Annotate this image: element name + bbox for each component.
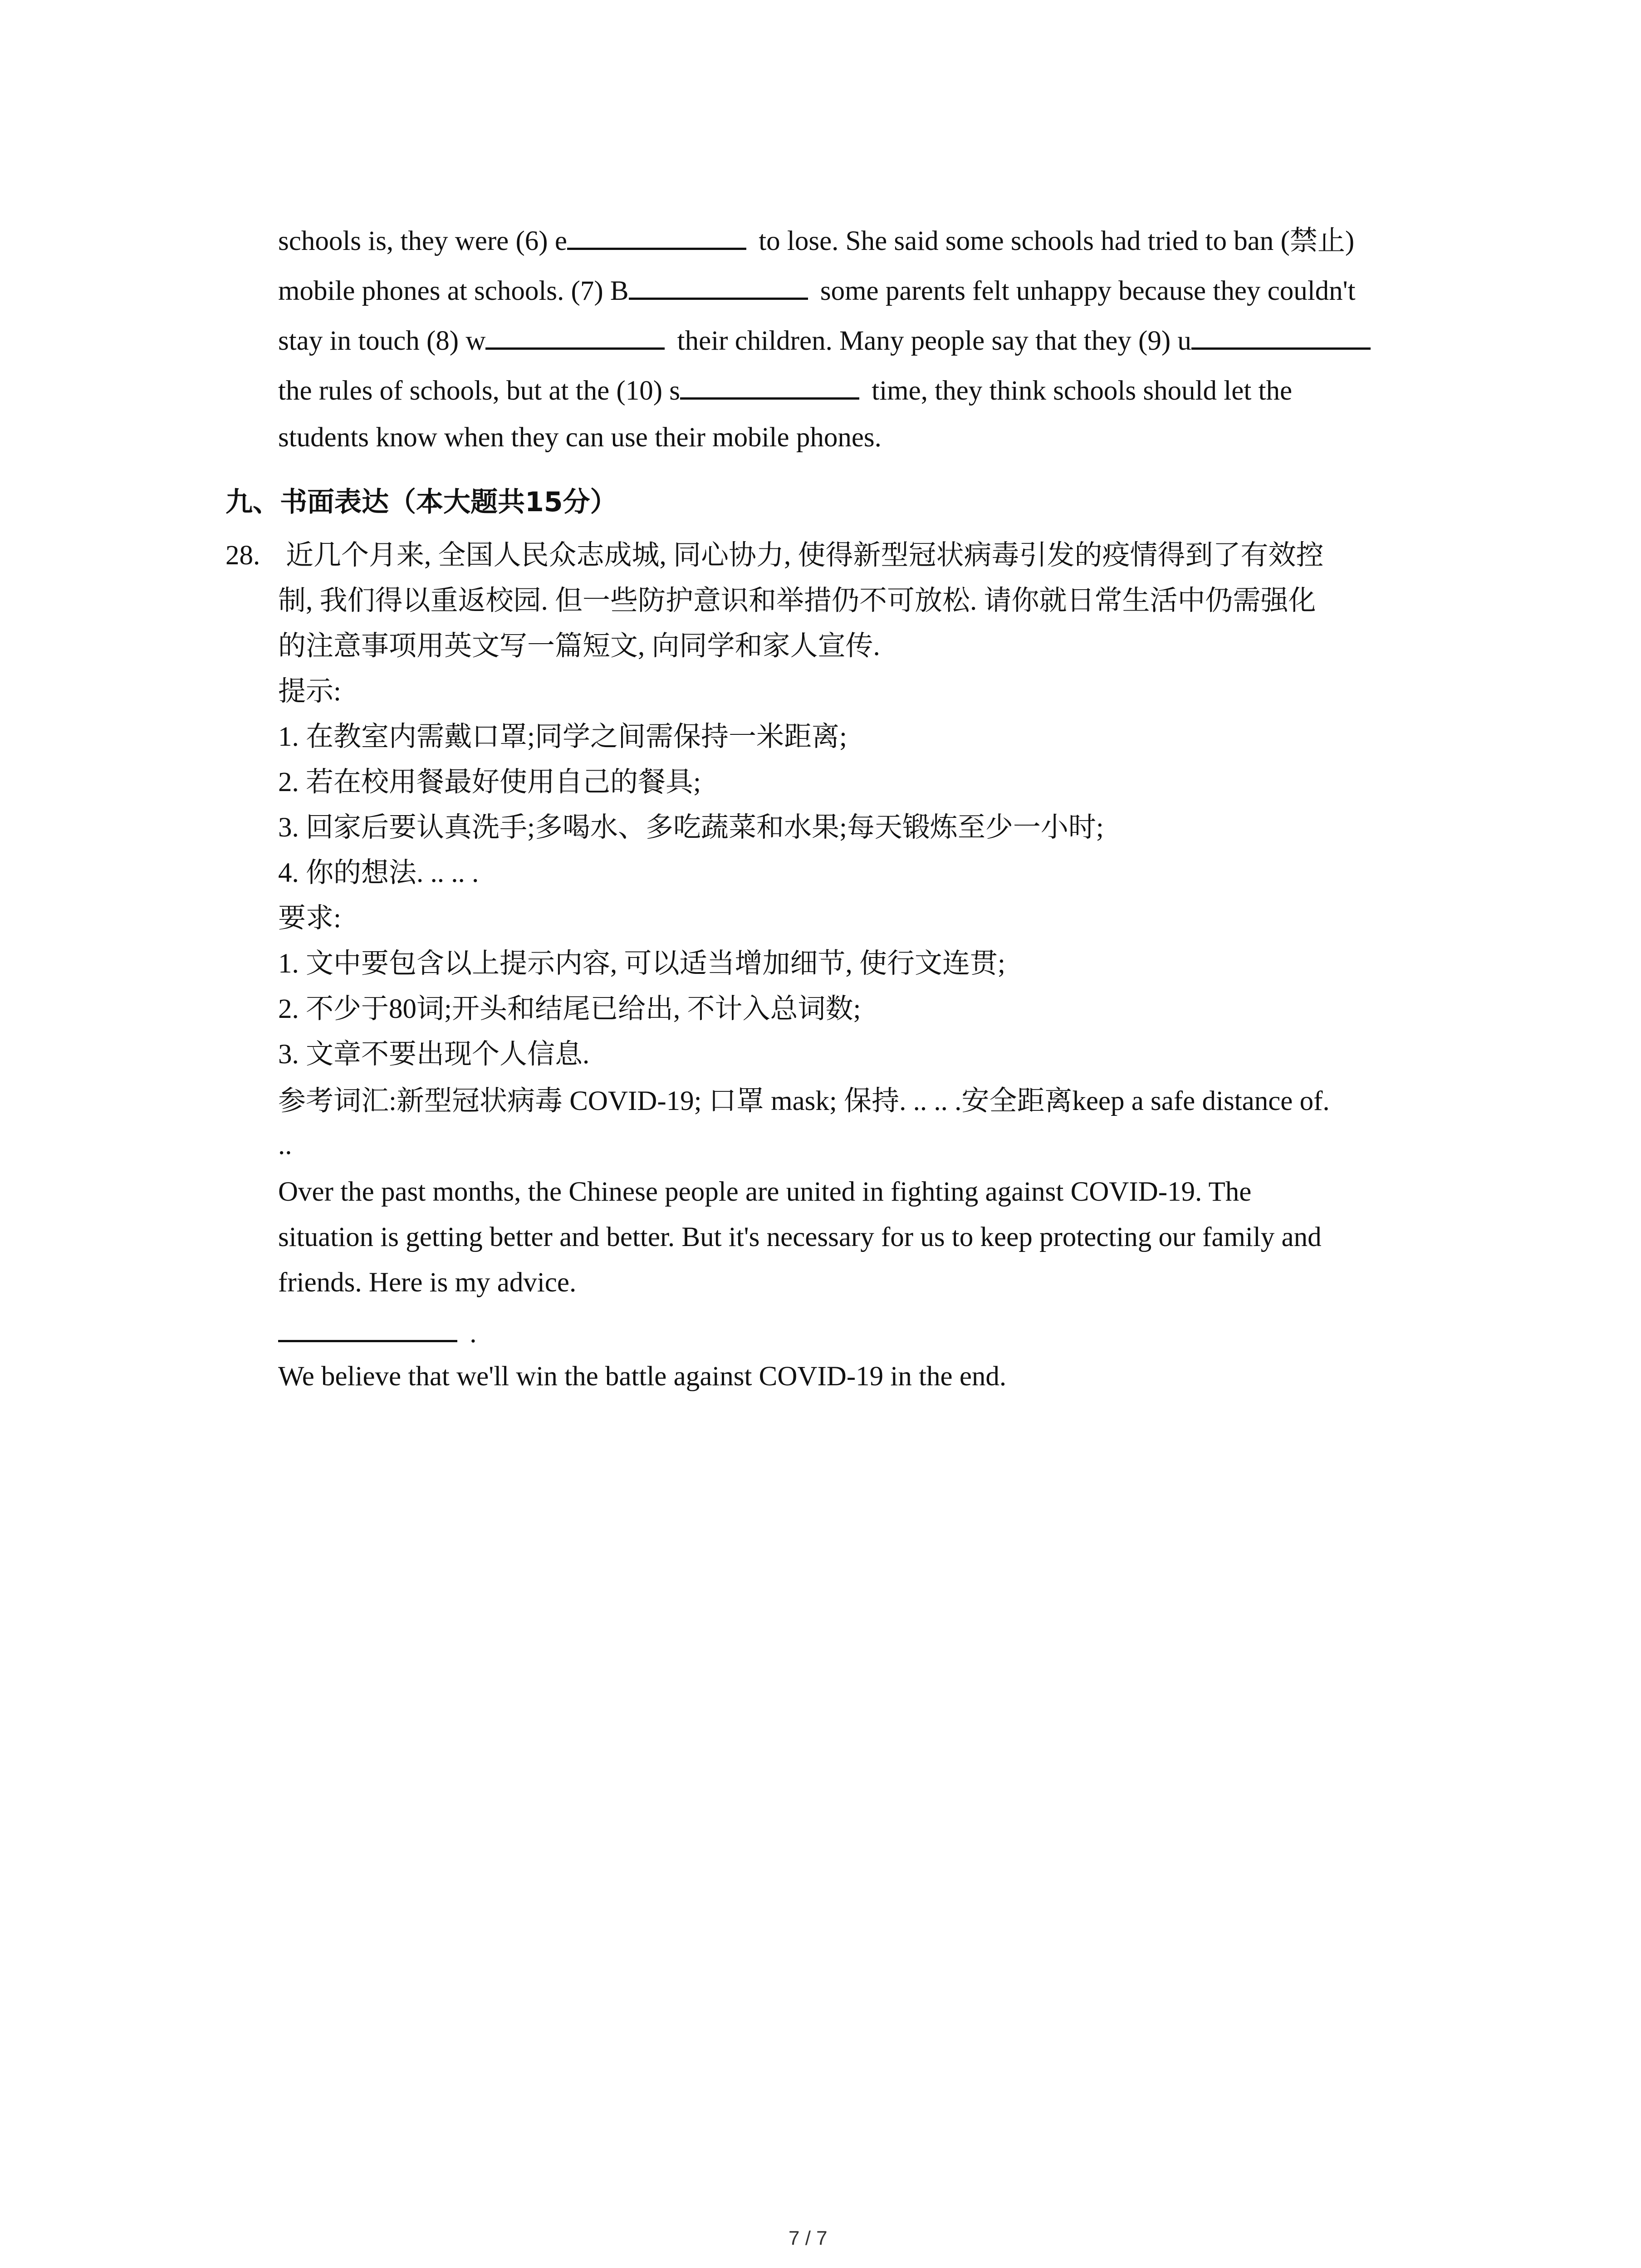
passage-text: their children. Many people say that they (9) u <box>670 326 1191 356</box>
hint-item-3: 3. 回家后要认真洗手;多喝水、多吃蔬菜和水果;每天锻炼至少一小时; <box>278 812 1104 843</box>
hint-item-1: 1. 在教室内需戴口罩;同学之间需保持一米距离; <box>278 722 847 752</box>
essay-body-line <box>278 1315 477 1352</box>
requirements-label: 要求: <box>278 903 341 934</box>
requirement-item-3: 3. 文章不要出现个人信息. <box>278 1039 590 1070</box>
answer-blank-6[interactable] <box>567 224 746 250</box>
passage-line-1 <box>278 223 1354 259</box>
page-number: 7 / 7 <box>789 2227 828 2249</box>
passage-text: mobile phones at schools. (7) B <box>278 276 629 306</box>
passage-text: some parents felt unhappy because they couldn't <box>813 276 1356 306</box>
hint-item-2: 2. 若在校用餐最好使用自己的餐具; <box>278 767 701 797</box>
essay-opening-2: situation is getting better and better. But it's necessary for us to keep protecting our family and <box>278 1222 1322 1252</box>
essay-answer-blank[interactable] <box>278 1316 457 1342</box>
answer-blank-10[interactable] <box>680 374 859 400</box>
answer-blank-7[interactable] <box>629 274 808 300</box>
section-heading: 九、书面表达（本大题共15分） <box>225 486 617 518</box>
passage-text: time, they think schools should let the <box>865 376 1293 406</box>
question-intro-3: 的注意事项用英文写一篇短文, 向同学和家人宣传. <box>278 631 880 661</box>
passage-line-4 <box>278 373 1292 409</box>
essay-body-period: . <box>463 1318 477 1349</box>
question-intro-1: 近几个月来, 全国人民众志成城, 同心协力, 使得新型冠状病毒引发的疫情得到了有效控 <box>286 540 1324 571</box>
passage-text: stay in touch (8) w <box>278 326 486 356</box>
essay-closing: We believe that we'll win the battle against COVID-19 in the end. <box>278 1361 1007 1392</box>
passage-text: to lose. She said some schools had tried to ban (禁止) <box>751 226 1355 256</box>
question-number: 28. <box>225 540 260 571</box>
passage-text: the rules of schools, but at the (10) s <box>278 376 681 406</box>
answer-blank-9[interactable] <box>1191 324 1371 350</box>
essay-opening-3: friends. Here is my advice. <box>278 1267 577 1298</box>
passage-line-3 <box>278 323 1376 359</box>
passage-line-5: students know when they can use their mobile phones. <box>278 422 882 453</box>
answer-blank-8[interactable] <box>485 324 665 350</box>
reference-vocabulary: 参考词汇:新型冠状病毒 COVID-19; 口罩 mask; 保持. .. .. .安全距离keep a safe distance of. <box>278 1086 1330 1116</box>
reference-vocabulary-continued: .. <box>278 1130 292 1160</box>
hints-label: 提示: <box>278 676 341 707</box>
requirement-item-2: 2. 不少于80词;开头和结尾已给出, 不计入总词数; <box>278 994 861 1024</box>
essay-opening-1: Over the past months, the Chinese people are united in fighting against COVID-19. The <box>278 1177 1252 1207</box>
passage-line-2 <box>278 273 1356 309</box>
hint-item-4: 4. 你的想法. .. .. . <box>278 858 479 888</box>
passage-text: schools is, they were (6) e <box>278 226 567 256</box>
question-intro-2: 制, 我们得以重返校园. 但一些防护意识和举措仍不可放松. 请你就日常生活中仍需强化 <box>278 586 1316 616</box>
requirement-item-1: 1. 文中要包含以上提示内容, 可以适当增加细节, 使行文连贯; <box>278 948 1005 979</box>
